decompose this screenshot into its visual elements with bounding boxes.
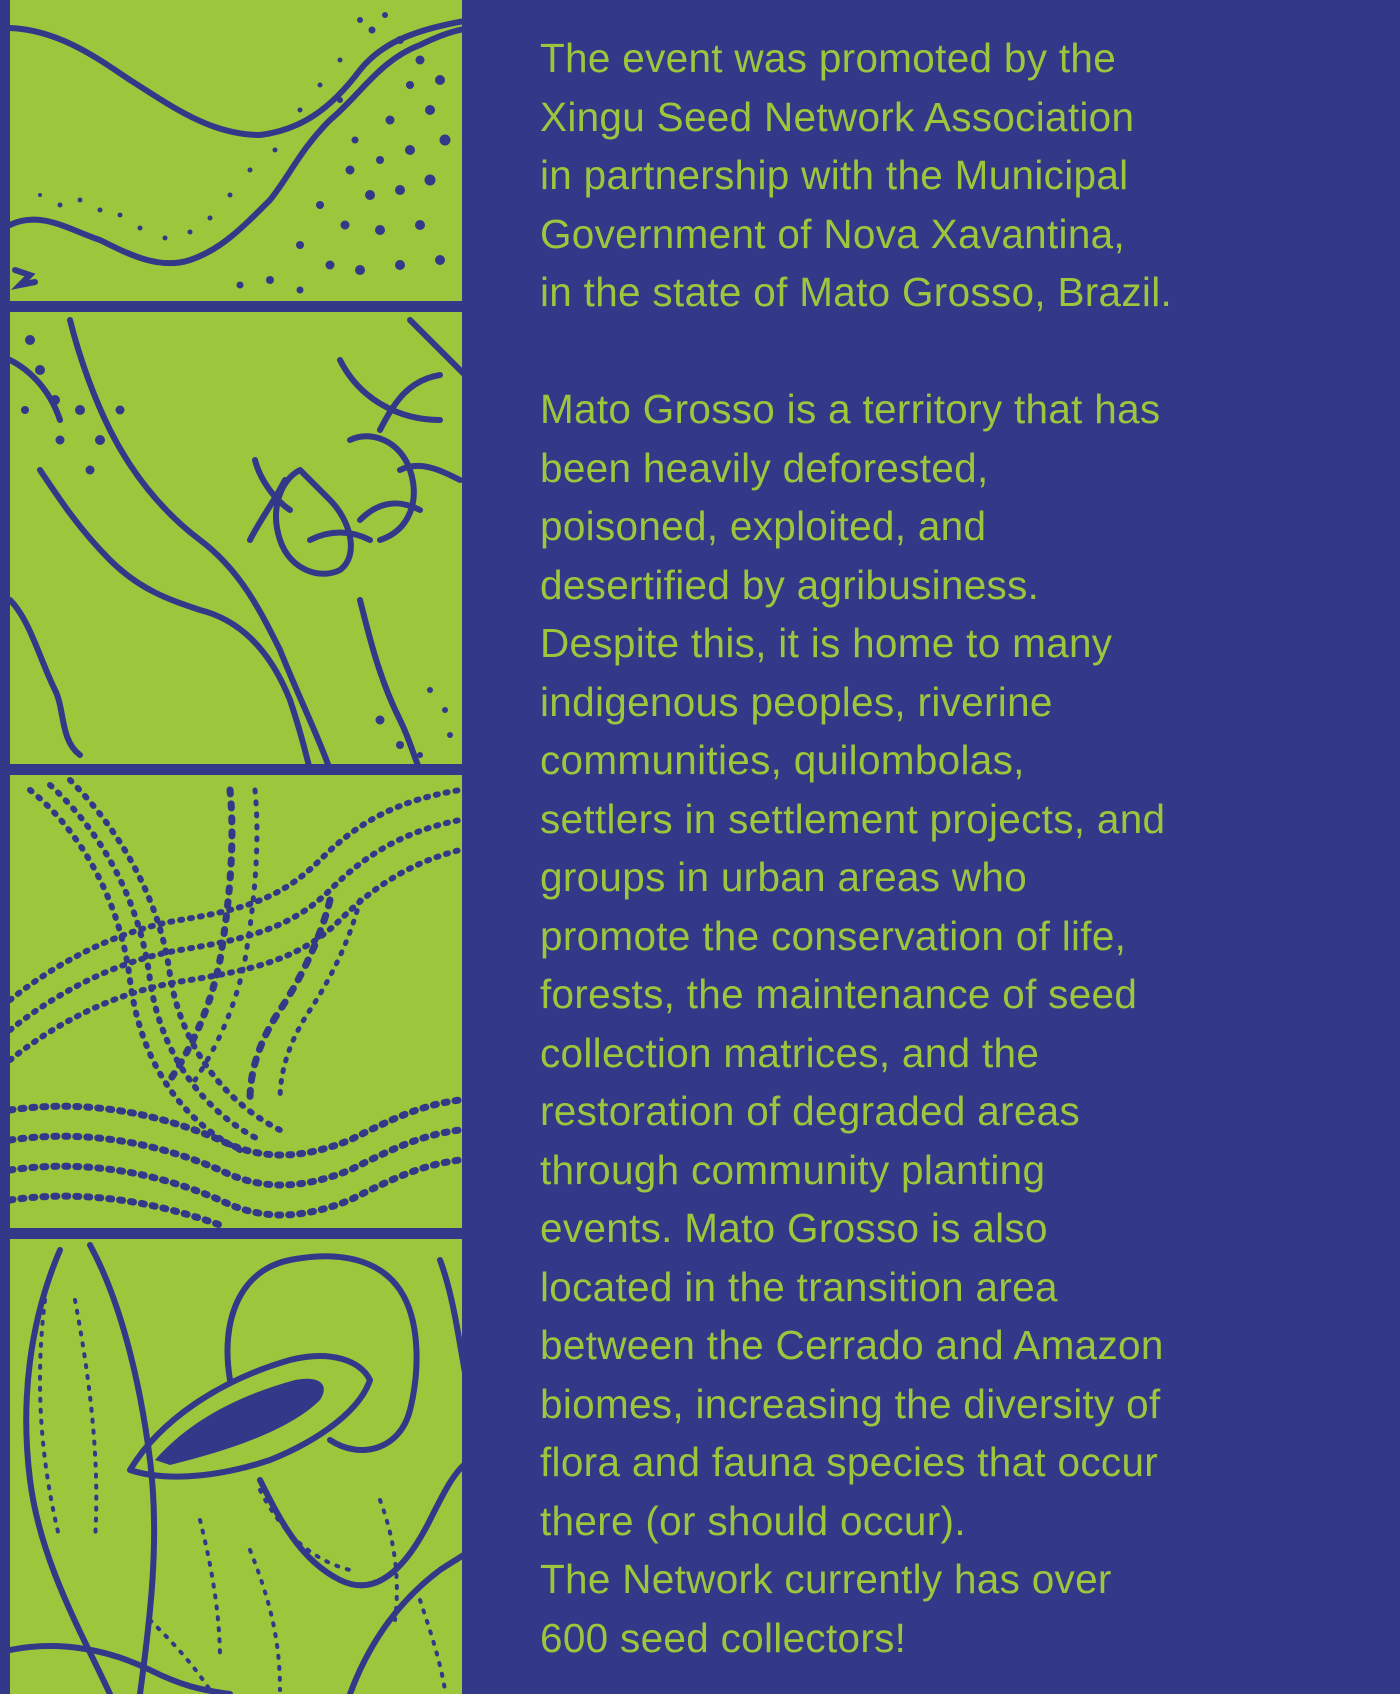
text-line: promote the conservation of life,	[540, 912, 1127, 959]
text-line: The event was promoted by the	[540, 35, 1117, 81]
text-line: there (or should occur).	[540, 1497, 966, 1544]
leaf-seed-panel	[10, 1239, 470, 1694]
text-line: been heavily deforested,	[540, 444, 989, 491]
text-line: events. Mato Grosso is also	[540, 1205, 1048, 1251]
text-line: flora and fauna species that occur	[540, 1439, 1159, 1485]
text-line: located in the transition area	[540, 1263, 1058, 1310]
text-line: restoration of degraded areas	[540, 1088, 1081, 1134]
text-line: groups in urban areas who	[540, 854, 1028, 900]
dotted-waves-panel	[10, 775, 462, 1228]
text-line: through community planting	[540, 1146, 1046, 1193]
text-line: settlers in settlement projects, and	[540, 795, 1166, 842]
illustration-column	[0, 0, 470, 1694]
text-line: between the Cerrado and Amazon	[540, 1322, 1164, 1368]
text-line: in the state of Mato Grosso, Brazil.	[540, 269, 1173, 315]
text-line: The Network currently has over	[540, 1556, 1112, 1602]
paragraph-gap	[540, 322, 1380, 381]
text-line: forests, the maintenance of seed	[540, 971, 1138, 1017]
body-paragraph	[540, 380, 1380, 1667]
text-line: biomes, increasing the diversity of	[540, 1380, 1161, 1427]
text-line: collection matrices, and the	[540, 1029, 1040, 1076]
text-line: poisoned, exploited, and	[540, 503, 987, 549]
text-line: 600 seed collectors!	[540, 1614, 907, 1661]
hand-seed-panel	[10, 312, 470, 770]
text-line: desertified by agribusiness.	[540, 561, 1040, 608]
text-line: Government of Nova Xavantina,	[540, 210, 1126, 257]
text-line: Xingu Seed Network Association	[540, 93, 1135, 140]
river-bank-panel	[10, 0, 470, 301]
text-line: Mato Grosso is a territory that has	[540, 386, 1161, 432]
text-line: Despite this, it is home to many	[540, 620, 1113, 666]
intro-paragraph	[540, 29, 1380, 322]
text-column	[540, 29, 1380, 1667]
text-line: communities, quilombolas,	[540, 737, 1025, 783]
text-line: in partnership with the Municipal	[540, 152, 1129, 198]
text-line: indigenous peoples, riverine	[540, 678, 1053, 725]
